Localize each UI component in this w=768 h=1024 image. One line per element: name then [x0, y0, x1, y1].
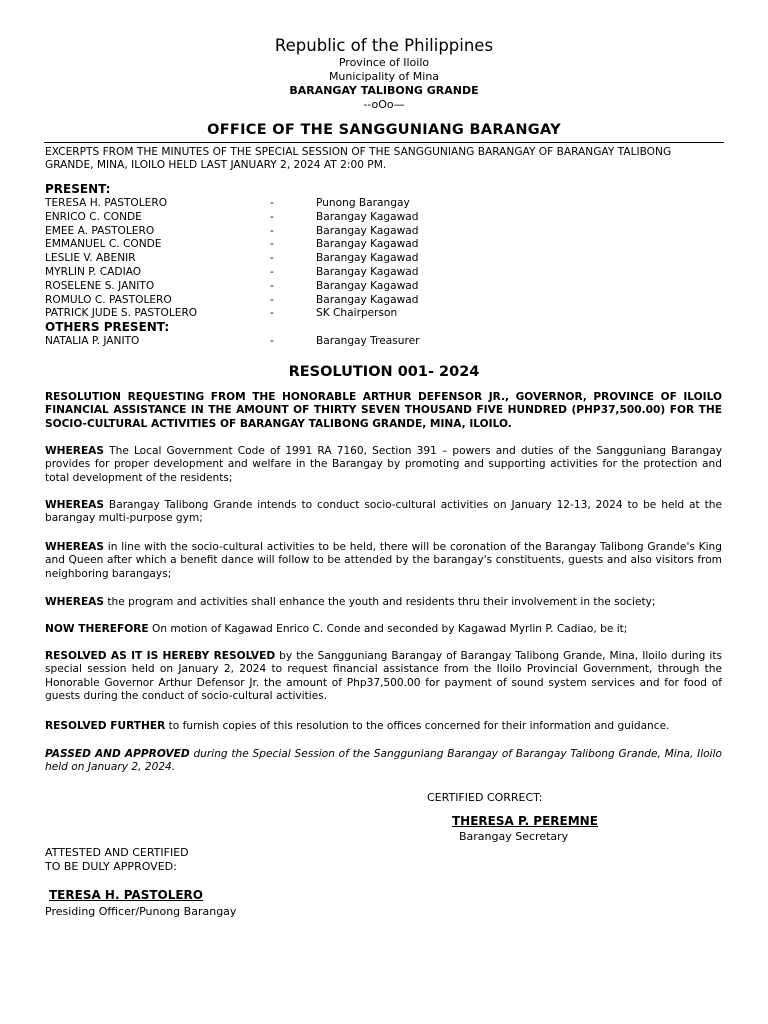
- member-position: Barangay Kagawad: [316, 224, 419, 237]
- presiding-officer-title: Presiding Officer/Punong Barangay: [45, 905, 237, 918]
- member-position: Barangay Kagawad: [316, 252, 419, 265]
- header-ornament: --oOo—: [363, 98, 405, 111]
- roster-row: [45, 252, 725, 266]
- whereas-paragraph-4: [45, 596, 722, 609]
- member-dash: -: [270, 210, 274, 223]
- member-position: Barangay Kagawad: [316, 210, 419, 223]
- header-province: Province of Iloilo: [338, 56, 430, 69]
- member-name: EMEE A. PASTOLERO: [45, 224, 155, 237]
- secretary-title: Barangay Secretary: [459, 830, 569, 843]
- paragraph-lead: WHEREAS: [45, 499, 105, 511]
- roster-row: [45, 211, 725, 225]
- member-dash: -: [270, 224, 274, 237]
- roster-row: [45, 225, 725, 239]
- member-position: Barangay Kagawad: [316, 279, 419, 292]
- paragraph-lead: RESOLVED AS IT IS HEREBY RESOLVED: [45, 650, 276, 662]
- presiding-officer-name: TERESA H. PASTOLERO: [49, 888, 204, 902]
- paragraph-lead: WHEREAS: [45, 541, 105, 553]
- resolved-further-paragraph: [45, 720, 722, 733]
- others-present-label: OTHERS PRESENT:: [45, 320, 170, 334]
- whereas-paragraph-2: [45, 499, 722, 526]
- paragraph-text: The Local Government Code of 1991 RA 7160, Section 391 – powers and duties of the Sangguniang Barangay provides for proper development and welfare in the Barangay by promoting and supporting activities for the protection and total development of the residents;: [45, 445, 722, 484]
- paragraph-lead: WHEREAS: [45, 596, 105, 608]
- header-country: Republic of the Philippines: [274, 36, 494, 55]
- whereas-paragraph-1: [45, 445, 722, 485]
- attest-line-2: TO BE DULY APPROVED:: [45, 860, 177, 873]
- member-dash: -: [270, 279, 274, 292]
- member-dash: -: [270, 265, 274, 278]
- member-name: ROSELENE S. JANITO: [45, 279, 155, 292]
- member-name: EMMANUEL C. CONDE: [45, 238, 162, 251]
- secretary-name: THERESA P. PEREMNE: [452, 814, 598, 828]
- roster-row: [45, 280, 725, 294]
- roster-row: [45, 335, 725, 349]
- passed-approved-paragraph: [45, 748, 722, 775]
- roster-row: [45, 238, 725, 252]
- title-divider: [44, 142, 724, 143]
- attest-line-1: ATTESTED AND CERTIFIED: [45, 846, 189, 859]
- minutes-excerpt: EXCERPTS FROM THE MINUTES OF THE SPECIAL SESSION OF THE SANGGUNIANG BARANGAY OF BARANGAY TALIBONG GRANDE, MINA, ILOILO HELD LAST JANUARY 2, 2024 AT 2:00 PM.: [45, 146, 672, 172]
- paragraph-text: Barangay Talibong Grande intends to conduct socio-cultural activities on January 12-13, 2024 to be held at the barangay multi-purpose gym;: [45, 499, 722, 525]
- now-therefore-paragraph: [45, 623, 722, 636]
- present-roster: [45, 197, 725, 321]
- paragraph-text: in line with the socio-cultural activities to be held, there will be coronation of the Barangay Talibong Grande's King and Queen after which a benefit dance will follow to be attended by the barangay's constituents, guests and also visitors from neighboring barangays;: [45, 541, 722, 580]
- member-name: MYRLIN P. CADIAO: [45, 265, 142, 278]
- member-name: ENRICO C. CONDE: [45, 210, 142, 223]
- member-name: PATRICK JUDE S. PASTOLERO: [45, 307, 198, 320]
- paragraph-text: the program and activities shall enhance the youth and residents thru their involvement in the society;: [104, 596, 656, 608]
- others-roster: [45, 335, 725, 349]
- office-title: OFFICE OF THE SANGGUNIANG BARANGAY: [207, 122, 561, 138]
- member-dash: -: [270, 197, 274, 209]
- paragraph-lead: WHEREAS: [45, 445, 105, 457]
- member-position: Barangay Treasurer: [316, 335, 420, 347]
- member-position: Barangay Kagawad: [316, 238, 419, 251]
- paragraph-lead: PASSED AND APPROVED: [45, 748, 190, 760]
- roster-row: [45, 197, 725, 211]
- certified-correct-label: CERTIFIED CORRECT:: [427, 791, 543, 804]
- paragraph-lead: NOW THEREFORE: [45, 623, 149, 635]
- member-dash: -: [270, 293, 274, 306]
- member-dash: -: [270, 335, 274, 347]
- member-name: TERESA H. PASTOLERO: [45, 197, 168, 209]
- present-label: PRESENT:: [45, 182, 111, 196]
- paragraph-text: during the Special Session of the Sangguniang Barangay of Barangay Talibong Grande, Mina, Iloilo held on January 2, 2024.: [45, 748, 722, 774]
- resolved-paragraph: [45, 650, 722, 704]
- member-dash: -: [270, 307, 274, 320]
- member-position: SK Chairperson: [316, 307, 398, 320]
- member-dash: -: [270, 238, 274, 251]
- header-municipality: Municipality of Mina: [328, 70, 440, 83]
- member-name: ROMULO C. PASTOLERO: [45, 293, 172, 306]
- roster-row: [45, 294, 725, 308]
- whereas-paragraph-3: [45, 541, 722, 581]
- resolution-caption: RESOLUTION REQUESTING FROM THE HONORABLE ARTHUR DEFENSOR JR., GOVERNOR, PROVINCE OF ILOILO FINANCIAL ASSISTANCE IN THE AMOUNT OF THIRTY SEVEN THOUSAND FIVE HUNDRED (PHP37,500.00) FOR THE SOCIO-CULTURAL ACTIVITIES OF BARANGAY TALIBONG GRANDE, MINA, ILOILO.: [45, 391, 722, 430]
- paragraph-text: to furnish copies of this resolution to the offices concerned for their information and guidance.: [165, 720, 670, 732]
- member-dash: -: [270, 252, 274, 265]
- paragraph-text: by the Sangguniang Barangay of Barangay Talibong Grande, Mina, Iloilo during its special session held on January 2, 2024 to request financial assistance from the Iloilo Provincial Government, through the Honorable Governor Arthur Defensor Jr. the amount of Php37,500.00 for payment of sound system services and for food of guests during the conduct of socio-cultural activities.: [45, 650, 722, 703]
- paragraph-lead: RESOLVED FURTHER: [45, 720, 166, 732]
- paragraph-text: On motion of Kagawad Enrico C. Conde and seconded by Kagawad Myrlin P. Cadiao, be it;: [148, 623, 628, 635]
- member-name: NATALIA P. JANITO: [45, 335, 140, 347]
- member-position: Barangay Kagawad: [316, 293, 419, 306]
- roster-row: [45, 266, 725, 280]
- member-position: Punong Barangay: [316, 197, 410, 209]
- resolution-title: RESOLUTION 001- 2024: [288, 364, 480, 380]
- member-name: LESLIE V. ABENIR: [45, 252, 136, 265]
- member-position: Barangay Kagawad: [316, 265, 419, 278]
- header-barangay: BARANGAY TALIBONG GRANDE: [289, 84, 479, 97]
